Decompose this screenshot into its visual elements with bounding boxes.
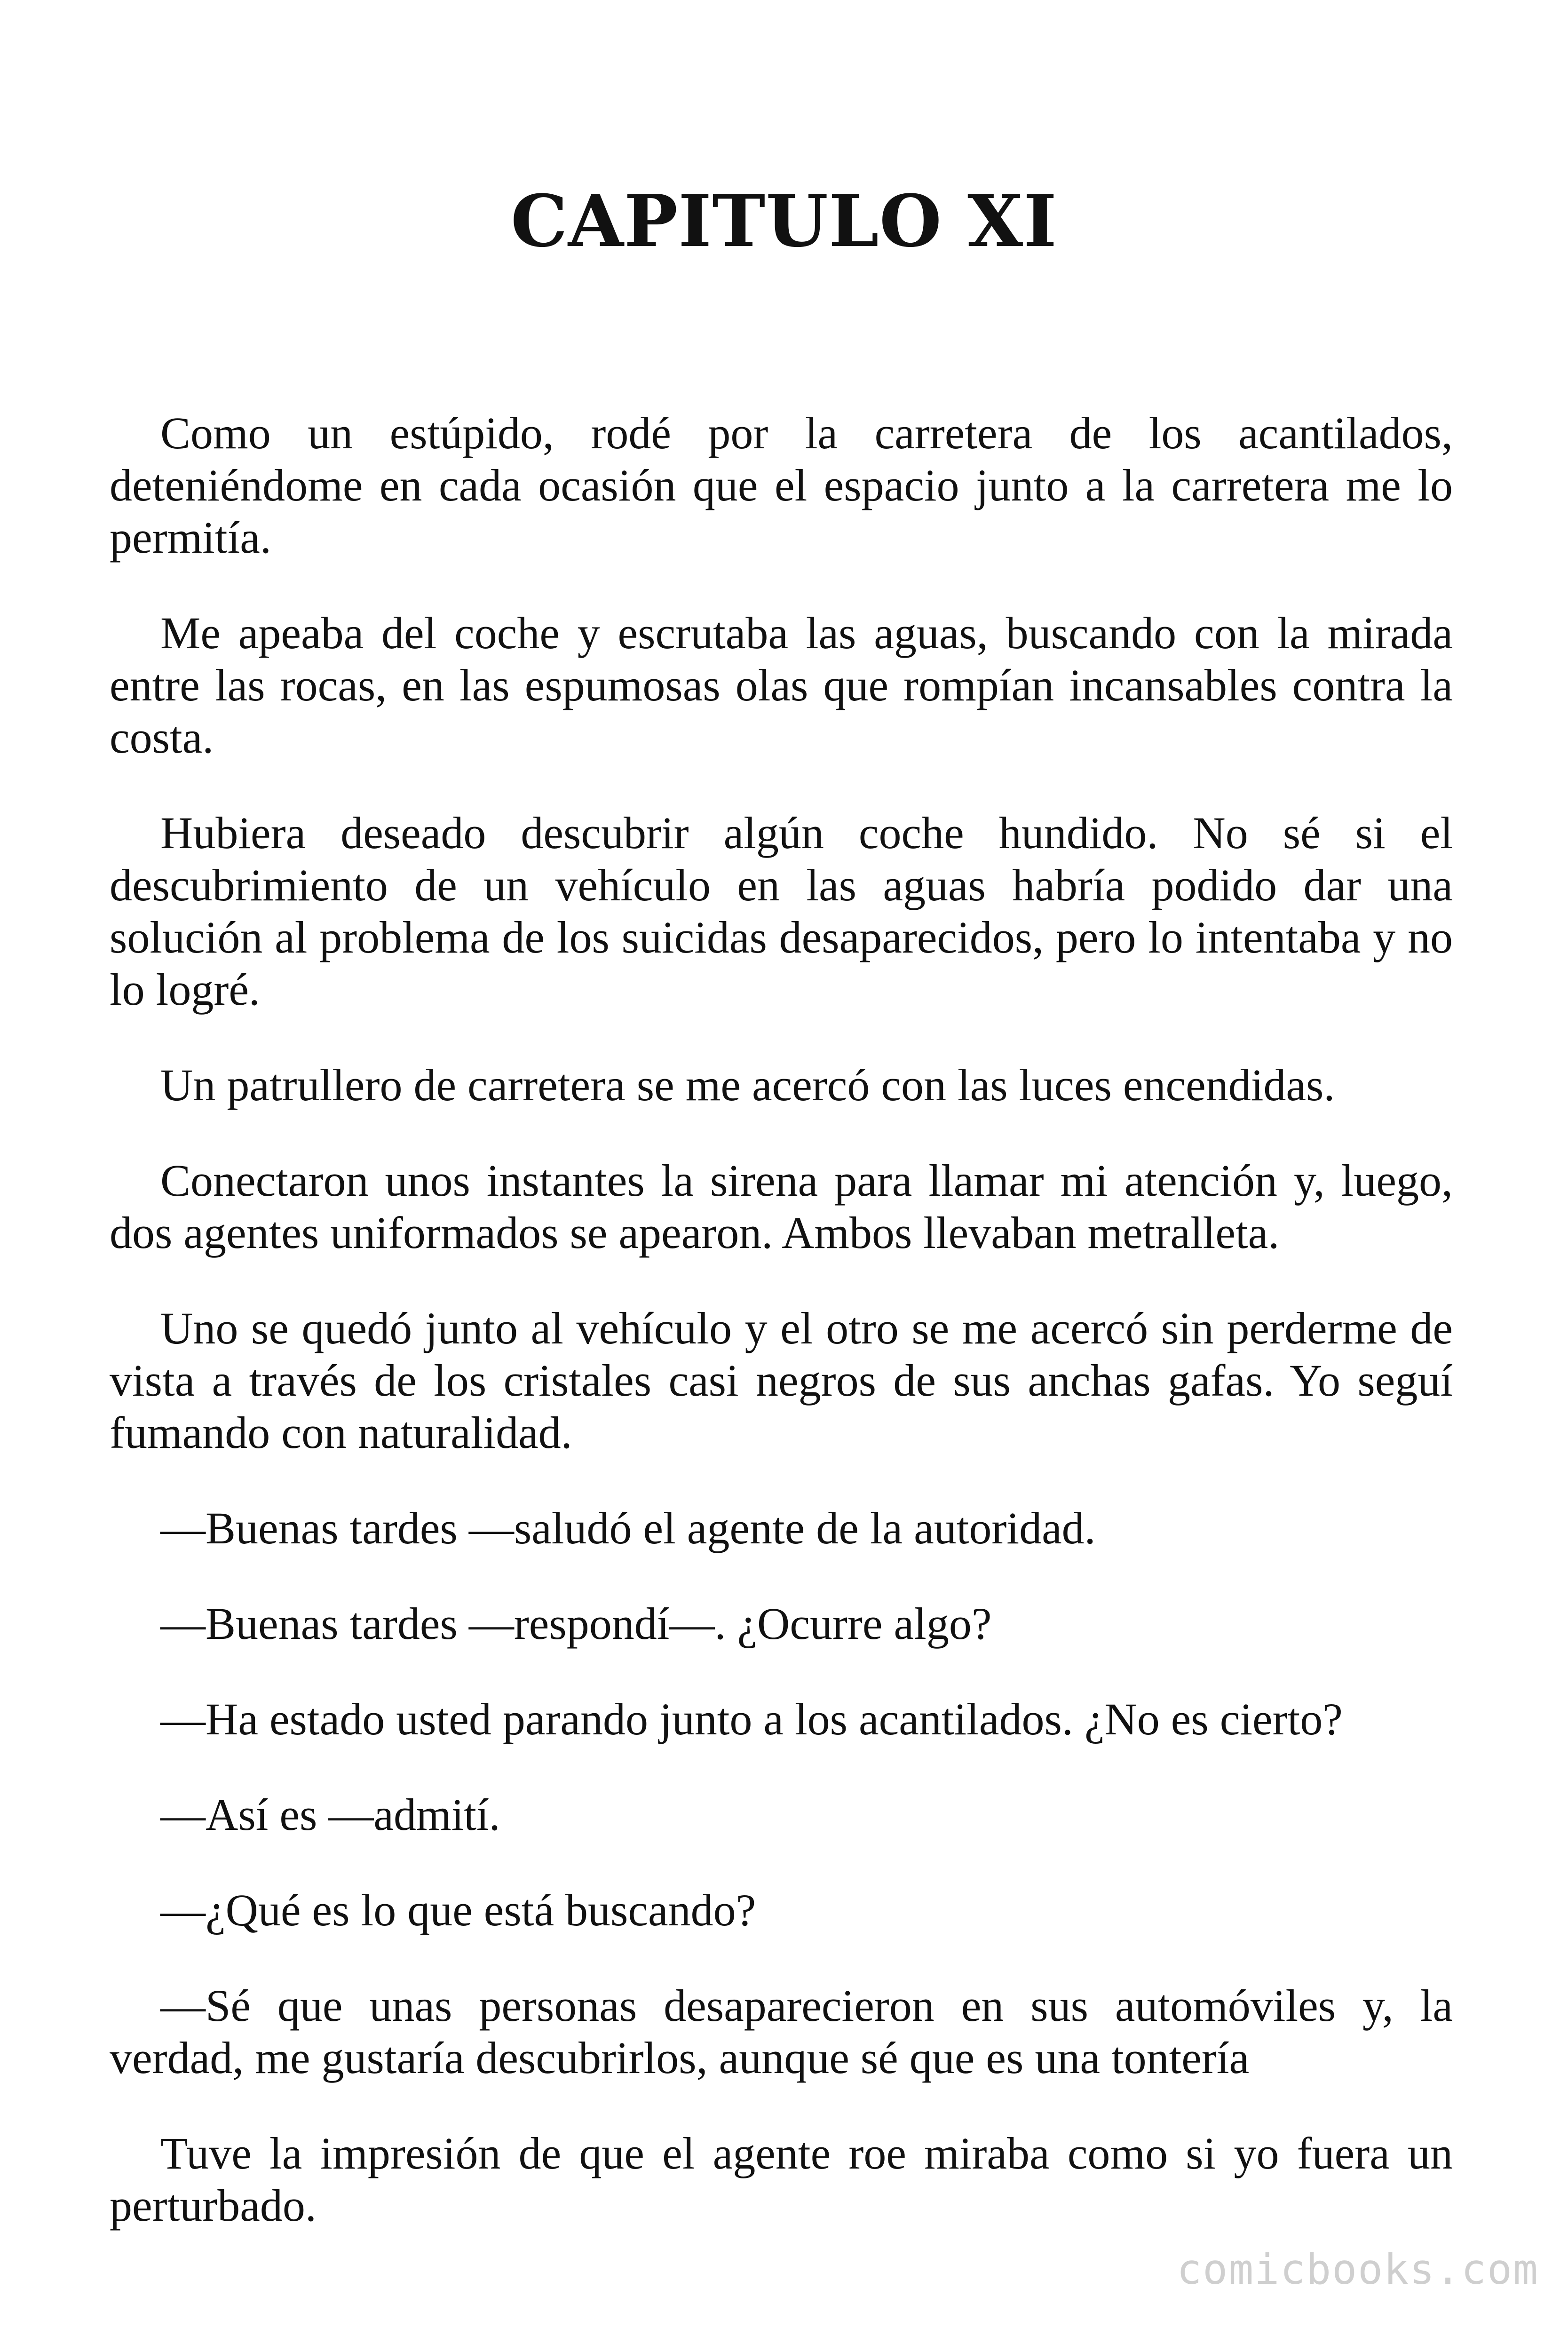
paragraph: Un patrullero de carretera se me acercó con las luces encendidas. (160, 1060, 1335, 1110)
paragraph: Tuve la impresión de que el agente roe miraba como si yo fuera un perturbado. (110, 2128, 1453, 2231)
dialogue-line: —Buenas tardes —saludó el agente de la autoridad. (160, 1503, 1096, 1553)
dialogue-line: —¿Qué es lo que está buscando? (160, 1885, 756, 1935)
paragraph: Como un estúpido, rodé por la carretera de los acantilados, deteniéndome en cada ocasión que el espacio junto a la carretera me lo permitía. (110, 408, 1453, 563)
chapter-body (110, 407, 1453, 2275)
paragraph: Me apeaba del coche y escrutaba las aguas, buscando con la mirada entre las rocas, en las espumosas olas que rompían incansables contra la costa. (110, 608, 1453, 763)
watermark: comicbooks.com (1177, 2245, 1539, 2294)
dialogue-line: —Así es —admití. (160, 1789, 500, 1840)
paragraph: Conectaron unos instantes la sirena para llamar mi atención y, luego, dos agentes uniformados se apearon. Ambos llevaban metralleta. (110, 1155, 1453, 1258)
dialogue-line: —Buenas tardes —respondí—. ¿Ocurre algo? (160, 1598, 992, 1649)
paragraph: Hubiera deseado descubrir algún coche hundido. No sé si el descubrimiento de un vehículo en las aguas habría podido dar una solución al problema de los suicidas desaparecidos, pero lo intentaba y no lo logré. (110, 808, 1453, 1015)
dialogue-line: —Ha estado usted parando junto a los acantilados. ¿No es cierto? (160, 1694, 1343, 1744)
dialogue-line: —Sé que unas personas desaparecieron en sus automóviles y, la verdad, me gustaría descubrirlos, aunque sé que es una tontería (110, 1980, 1453, 2083)
chapter-title: CAPITULO XI (510, 179, 1058, 263)
paragraph: Uno se quedó junto al vehículo y el otro se me acercó sin perderme de vista a través de los cristales casi negros de sus anchas gafas. Yo seguí fumando con naturalidad. (110, 1303, 1453, 1458)
